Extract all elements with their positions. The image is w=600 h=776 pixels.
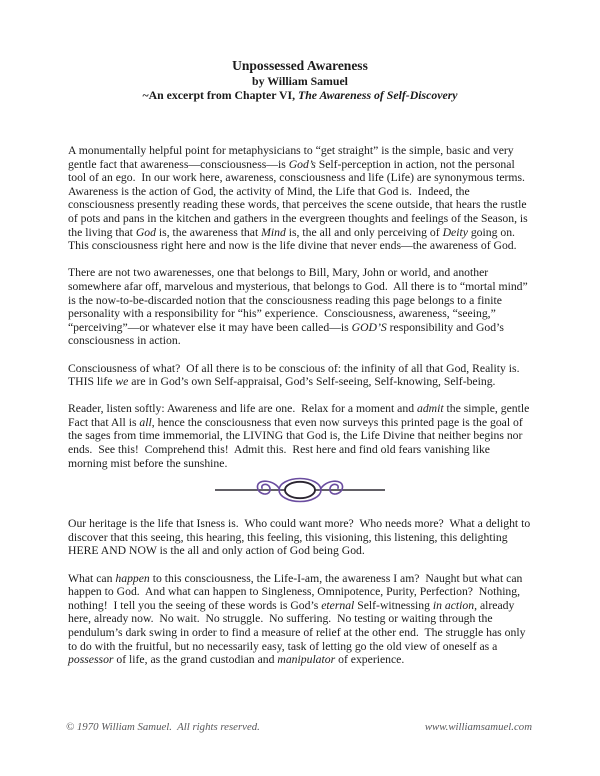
divider-right-swirl-icon xyxy=(320,481,343,494)
italic-text-segment: happen xyxy=(115,571,150,585)
document-title: Unpossessed Awareness xyxy=(232,58,368,73)
text-segment: is, the all and only perceiving of xyxy=(285,225,443,239)
paragraph xyxy=(68,266,532,348)
italic-text-segment: eternal xyxy=(321,598,355,612)
text-segment: Reader, listen softly: Awareness and life are one. Relax for a moment and xyxy=(68,402,417,416)
footer-copyright: © 1970 William Samuel. All rights reserved. xyxy=(66,721,260,733)
text-segment: , hence the consciousness that even now surveys this printed page is the goal of the sages from time immemorial, the LIVING that God is, the Life Divine that neither begins nor ends. See this! Comprehend this! Admit this. Rest here and find old fears vanishing like morning mist before the sunshine. xyxy=(68,415,526,470)
text-segment: , already here, already now. No wait. No struggle. No suffering. No testing or waiting through the pendulum’s dark swing in order to find a measure of relief at the other end. The struggle has only to do with the fruitful, but no necessarily easy, task of letting go the old view of oneself as a xyxy=(68,598,529,653)
italic-text-segment: Deity xyxy=(442,225,468,239)
text-segment: There are not two awarenesses, one that belongs to Bill, Mary, John or world, and another somewhere afar off, marvelous and mysterious, that belongs to God. All there is to “mortal mind” is the now-to-be-discarded notion that the consciousness reading this page belongs to a finite personality with a responsibility for “his” experience. Consciousness, awareness, “seeing,” “perceiving”—or whatever else it may have been called—is xyxy=(68,266,531,334)
paragraph xyxy=(68,402,532,470)
divider-left-swirl-icon xyxy=(257,481,280,494)
text-segment: the simple, gentle Fact that All is xyxy=(68,402,533,429)
divider-center-ring xyxy=(285,482,315,498)
italic-text-segment: GOD’S xyxy=(351,320,387,334)
paragraph xyxy=(68,144,532,253)
italic-text-segment: Mind xyxy=(261,225,286,239)
text-segment: going on. This consciousness right here and now is the life divine that never ends—the awareness of God. xyxy=(68,225,521,253)
text-segment: are in God’s own Self-appraisal, God’s Self-seeing, Self-knowing, Self-being. xyxy=(128,375,496,389)
italic-text-segment: God’s xyxy=(288,157,316,171)
paragraph xyxy=(68,572,532,667)
text-segment: Consciousness of what? Of all there is to be conscious of: the infinity of all that God, Reality is. THIS life xyxy=(68,361,526,389)
text-segment: to this consciousness, the Life-I-am, the awareness I am? Naught but what can happen to God. And what can happen to Singleness, Omnipotence, Purity, Perfection? Nothing, nothing! I tell you the seeing of these words is God’s xyxy=(68,571,526,612)
excerpt-book-title: The Awareness of Self-Discovery xyxy=(297,88,458,102)
text-segment: is, the awareness that xyxy=(155,225,262,239)
italic-text-segment: all xyxy=(139,415,152,429)
italic-text-segment: admit xyxy=(416,402,444,416)
body-paragraphs-top xyxy=(68,144,532,470)
document-footer xyxy=(66,721,532,734)
document-byline: by William Samuel xyxy=(252,74,348,88)
document-body xyxy=(68,144,532,667)
body-paragraphs-bottom xyxy=(68,517,532,667)
text-segment: Self-witnessing xyxy=(354,598,433,612)
document-header xyxy=(0,0,600,102)
italic-text-segment: in action xyxy=(432,598,475,612)
italic-text-segment: God xyxy=(135,225,156,239)
paragraph xyxy=(68,517,532,558)
italic-text-segment: manipulator xyxy=(277,653,336,667)
text-segment: responsibility and God’s consciousness in action. xyxy=(68,320,507,348)
text-segment: What can xyxy=(68,571,116,585)
text-segment: Self-perception in action, not the personal tool of an ego. In our work here, awareness, consciousness and life (Life) are synonymous terms. Awareness is the action of God, the activity of Mind, the Life that God is. Indeed, the consciousness presently reading these words, that perceives the scene outside, that hears the rustle of pots and pans in the kitchen and gathers in the evergreen thoughts and feelings of the Season, is the living that xyxy=(68,157,531,239)
ornamental-divider-icon xyxy=(214,475,386,505)
text-segment: A monumentally helpful point for metaphysicians to “get straight” is the simple, basic and very gentle fact that awareness—consciousness—is xyxy=(68,144,517,171)
text-segment: of life, as the grand custodian and xyxy=(113,653,278,667)
italic-text-segment: possessor xyxy=(68,653,114,667)
text-segment: Our heritage is the life that Isness is. Who could want more? Who needs more? What a delight to discover that this seeing, this hearing, this feeling, this visioning, this listening, this delighting HERE AND NOW is the all and only action of God being God. xyxy=(68,517,534,558)
excerpt-prefix: ~An excerpt from Chapter VI, xyxy=(142,88,298,102)
italic-text-segment: we xyxy=(115,375,129,389)
document-excerpt-line xyxy=(0,88,600,102)
ornamental-divider xyxy=(68,475,532,505)
footer-website: www.williamsamuel.com xyxy=(424,721,532,733)
paragraph xyxy=(68,362,532,389)
text-segment: of experience. xyxy=(335,653,405,667)
